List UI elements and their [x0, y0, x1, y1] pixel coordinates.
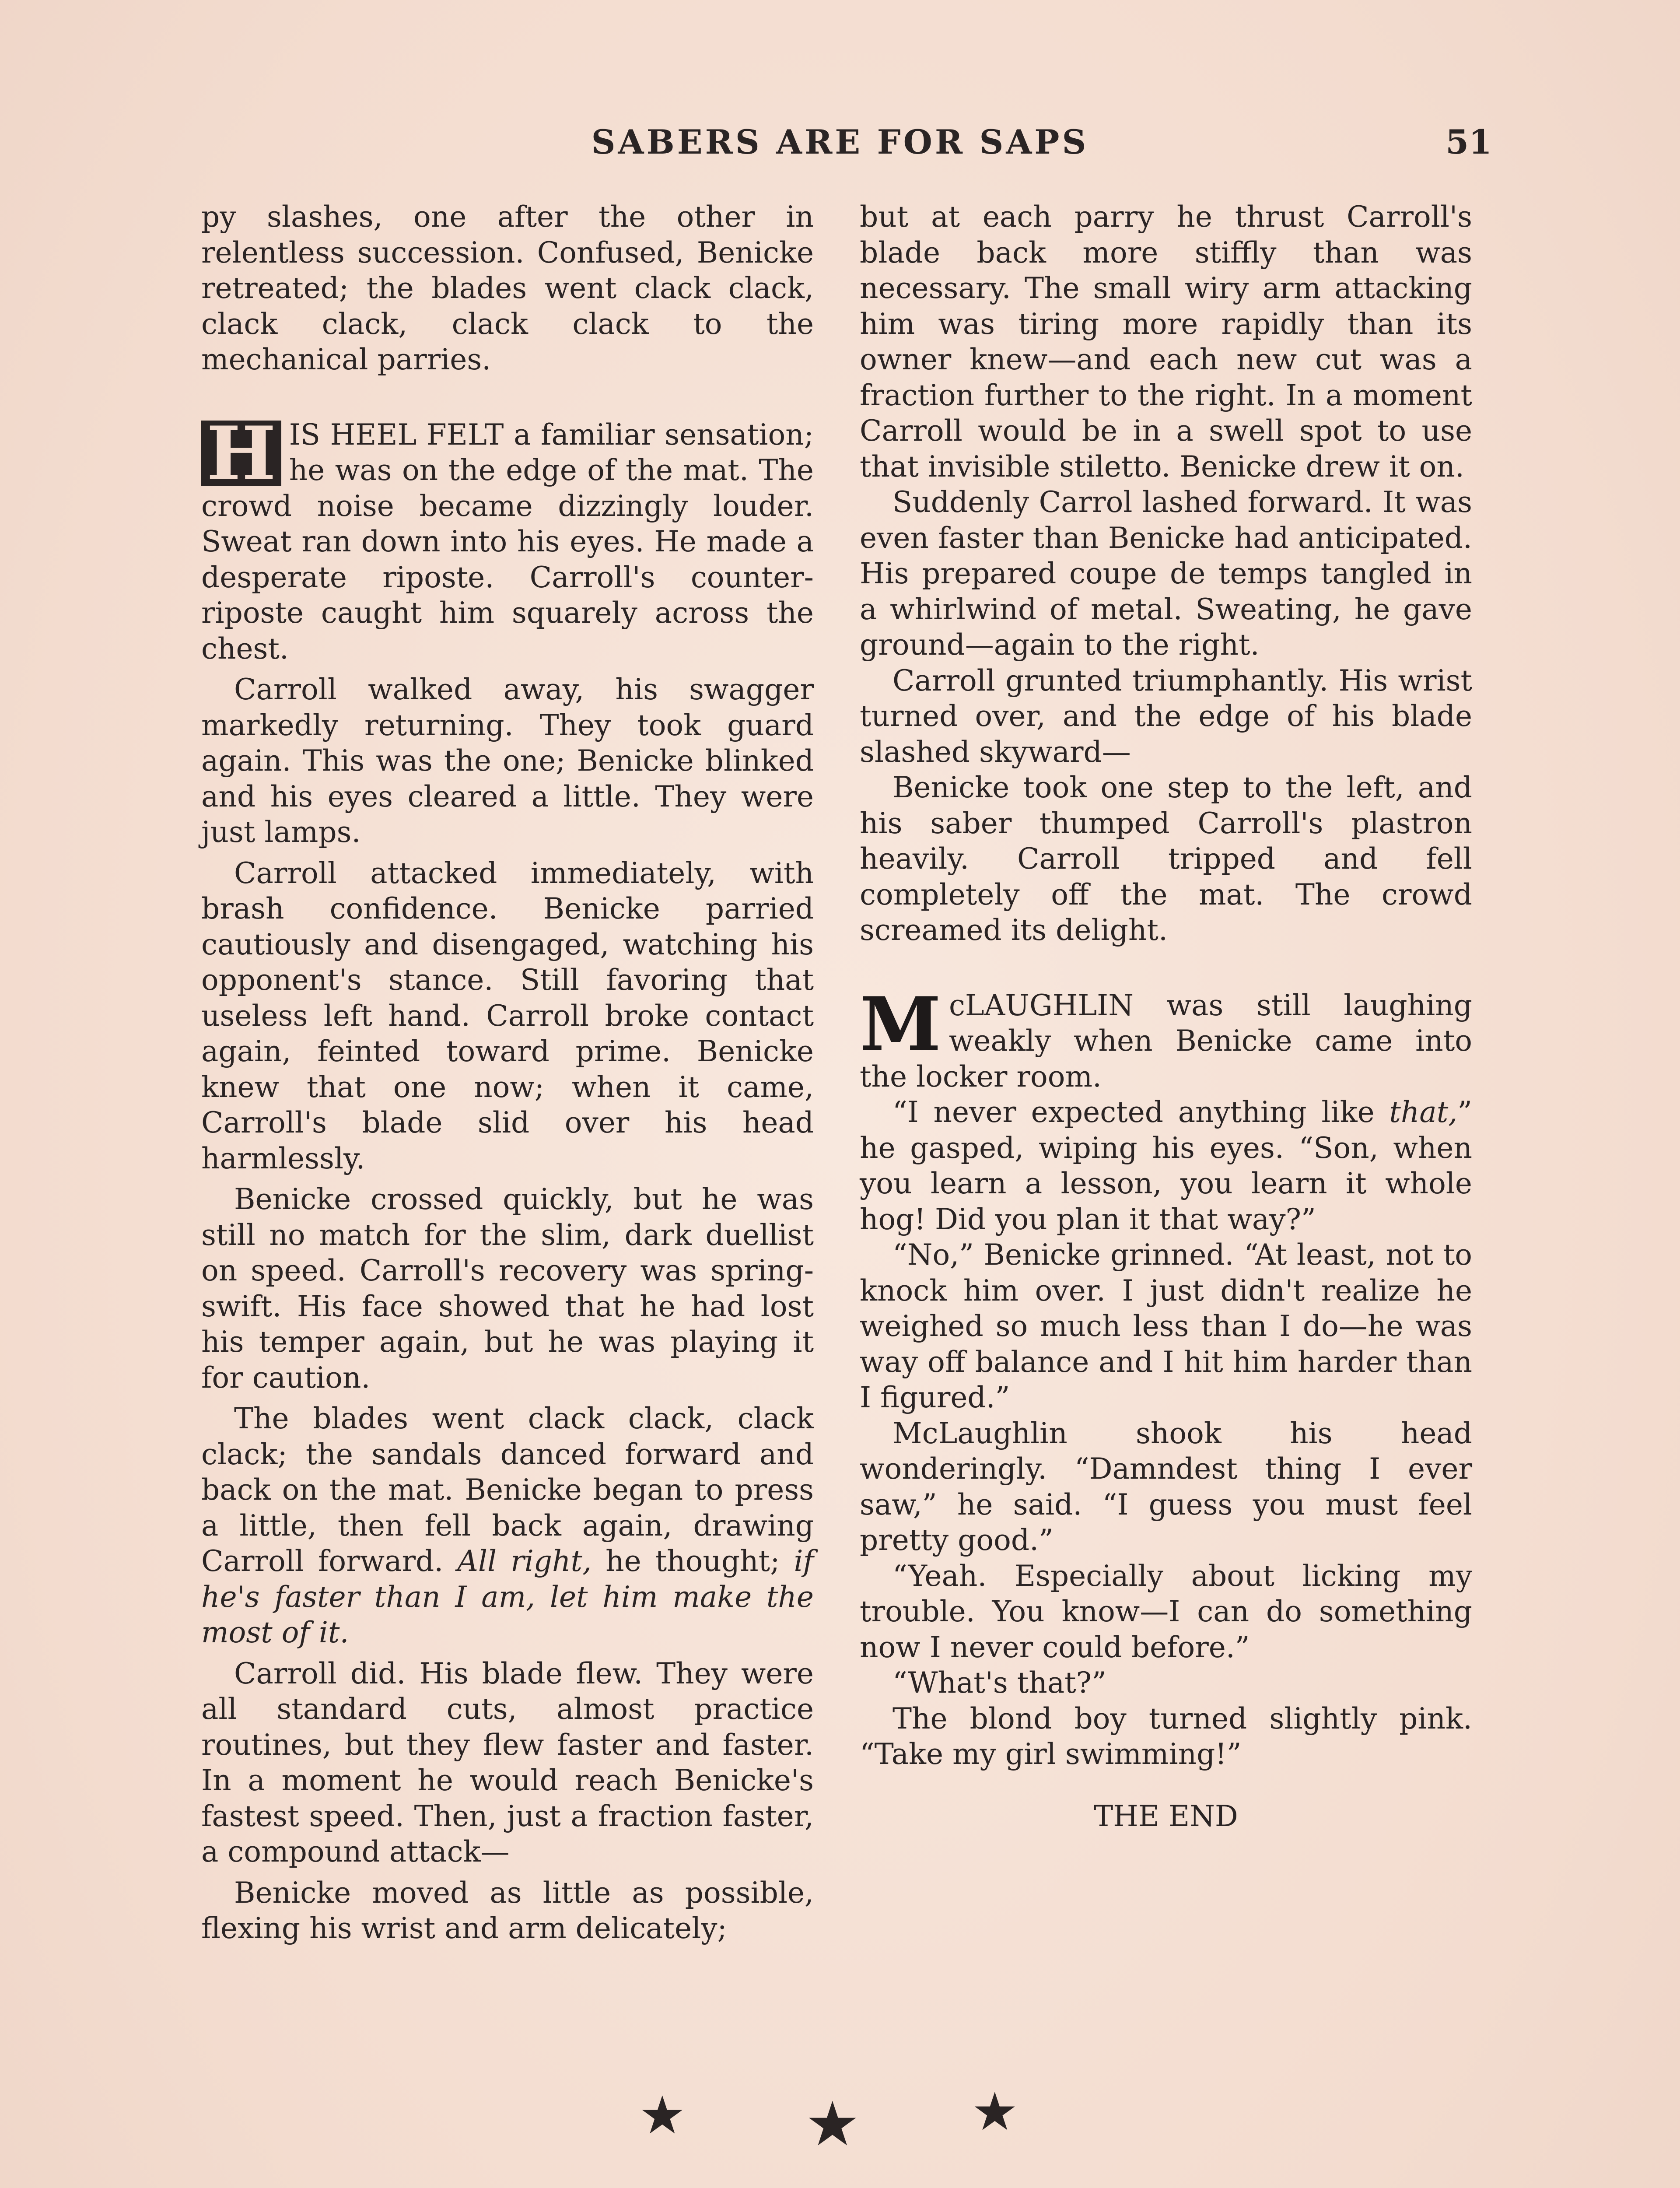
paragraph: Carroll walked away, his swagger markedly returning. They took guard again. This was the one; Benicke blinked and his eyes cleared a little. They were just lamps.: [201, 673, 814, 849]
paragraph: Carroll grunted triumphantly. His wrist turned over, and the edge of his blade slashed skyward—: [860, 663, 1472, 769]
drop-cap: M: [860, 980, 941, 1067]
italic-text: All right,: [457, 1544, 592, 1578]
paragraph-text: ” he gasped, wiping his eyes. “Son, when you learn a lesson, you learn it whole hog! Did you plan it that way?”: [860, 1095, 1472, 1236]
paragraph-text: he thought;: [592, 1544, 794, 1578]
star-icon: ★: [805, 2089, 860, 2160]
star-icon: ★: [971, 2082, 1018, 2142]
paragraph-text: cLAUGHLIN was still laughing weakly when Benicke came into the locker room.: [860, 988, 1472, 1094]
italic-text: if he's faster than I am, let him make the most of it.: [201, 1544, 814, 1649]
drop-cap: H: [201, 421, 281, 486]
paragraph-text: “I never expected anything like: [892, 1095, 1390, 1129]
the-end: THE END: [1094, 1799, 1238, 1833]
section-paragraph: [201, 410, 814, 667]
paragraph: Carroll did. His blade flew. They were all standard cuts, almost practice routines, but they flew faster and faster. In a moment he would reach Benicke's fastest speed. Then, just a fraction faster, a compound attack—: [201, 1656, 814, 1869]
italic-text: that,: [1389, 1095, 1458, 1129]
paragraph: Benicke took one step to the left, and his saber thumped Carroll's plastron heavily. Carroll tripped and fell completely off the mat. The crowd screamed its delight.: [860, 771, 1472, 947]
star-icon: ★: [639, 2085, 686, 2146]
page-number: 51: [1446, 123, 1492, 161]
paragraph: but at each parry he thrust Carroll's blade back more stiffly than was necessary. The small wiry arm attacking him was tiring more rapidly than its owner knew—and each new cut was a fraction further to the right. In a moment Carroll would be in a swell spot to use that invisible stiletto. Benicke drew it on.: [860, 200, 1472, 484]
paragraph: Carroll attacked immediately, with brash confidence. Benicke parried cautiously and disengaged, watching his opponent's stance. Still favoring that useless left hand. Carroll broke contact again, feinted toward prime. Benicke knew that one now; when it came, Carroll's blade slid over his head harmlessly.: [201, 856, 814, 1175]
paragraph: The blond boy turned slightly pink. “Take my girl swimming!”: [860, 1701, 1472, 1771]
paragraph: “Yeah. Especially about licking my trouble. You know—I can do something now I never could before.”: [860, 1559, 1472, 1664]
left-column: [201, 199, 814, 1946]
paragraph: McLaughlin shook his head wonderingly. “Damndest thing I ever saw,” he said. “I guess you must feel pretty good.”: [860, 1416, 1472, 1557]
paragraph: py slashes, one after the other in relentless succession. Confused, Benicke retreated; the blades went clack clack, clack clack, clack clack to the mechanical parries.: [201, 200, 814, 376]
paragraph: [860, 1094, 1472, 1237]
paragraph: “No,” Benicke grinned. “At least, not to knock him over. I just didn't realize he weighed so much less than I do—he was way off balance and I hit him harder than I figured.”: [860, 1238, 1472, 1414]
running-title: SABERS ARE FOR SAPS: [591, 123, 1089, 161]
paragraph: “What's that?”: [892, 1666, 1106, 1700]
paragraph: [201, 1401, 814, 1651]
right-column: [860, 199, 1472, 1834]
paragraph: Benicke crossed quickly, but he was still no match for the slim, dark duellist on speed. Carroll's recovery was spring-swift. His face showed that he had lost his temper again, but he was playing it for caution.: [201, 1182, 814, 1395]
page-header: [201, 118, 1492, 166]
paragraph-text: IS HEEL FELT a familiar sensation; he was on the edge of the mat. The crowd noise became dizzingly louder. Sweat ran down into his eyes. He made a desperate riposte. Carroll's counter-riposte caught him squarely across the chest.: [201, 417, 814, 666]
section-paragraph: [860, 980, 1472, 1095]
star-ornaments: [639, 2082, 1041, 2160]
paragraph-text: The blades went clack clack, clack clack; the sandals danced forward and back on the mat. Benicke began to press a little, then fell back again, drawing Carroll forward.: [201, 1402, 814, 1578]
paragraph: Suddenly Carrol lashed forward. It was even faster than Benicke had anticipated. His prepared coupe de temps tangled in a whirlwind of metal. Sweating, he gave ground—again to the right.: [860, 485, 1472, 662]
paragraph: Benicke moved as little as possible, flexing his wrist and arm delicately;: [201, 1876, 814, 1945]
